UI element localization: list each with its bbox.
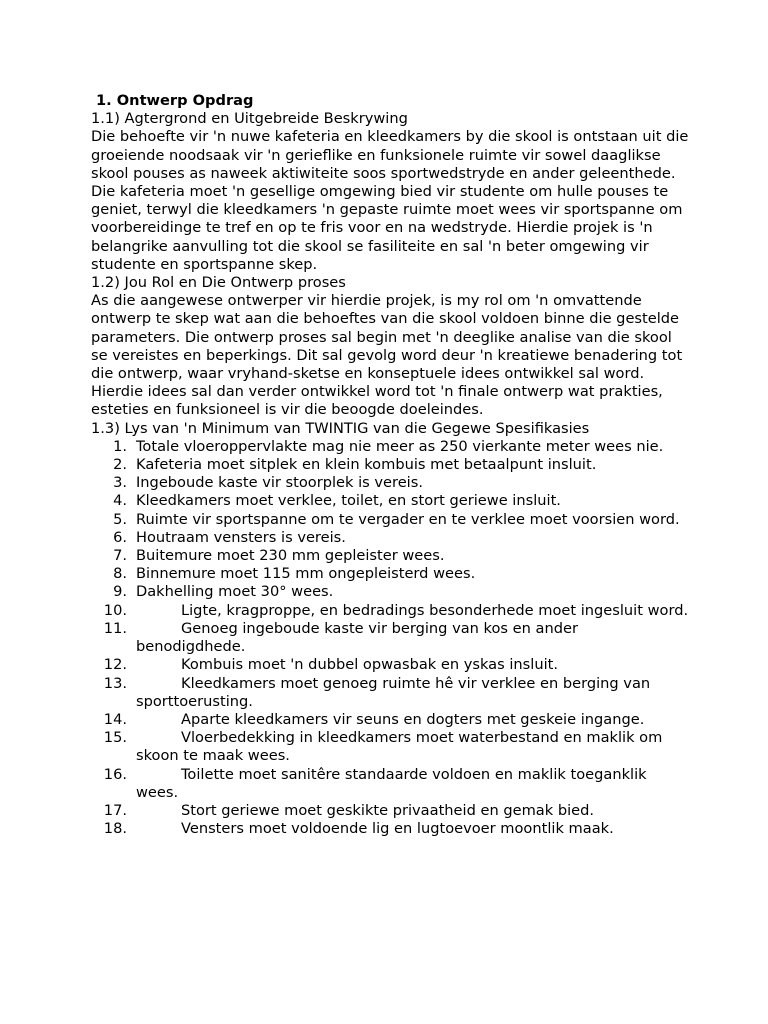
list-item: [91, 583, 691, 601]
list-item-number: 18.: [103, 820, 127, 838]
list-item-number: 17.: [103, 801, 127, 819]
list-item-number: 3.: [113, 474, 127, 492]
list-item-number: 5.: [113, 510, 127, 528]
list-item: [91, 620, 691, 656]
list-item-text: Dakhelling moet 30° wees.: [136, 583, 334, 601]
section-2-title: 1.2) Jou Rol en Die Ontwerp proses: [91, 274, 346, 292]
list-item-text: Ingeboude kaste vir stoorplek is vereis.: [136, 474, 423, 492]
list-item: [91, 565, 691, 583]
section-3-title: 1.3) Lys van 'n Minimum van TWINTIG van die Gegewe Spesifikasies: [91, 419, 590, 437]
list-item-text: Vensters moet voldoende lig en lugtoevoer moontlik maak.: [181, 820, 614, 838]
list-item-number: 13.: [103, 674, 127, 692]
list-item: [91, 766, 691, 802]
list-item: [91, 492, 691, 510]
section-2-body: As die aangewese ontwerper vir hierdie projek, is my rol om 'n omvattende ontwerp te skep wat aan die behoeftes van die skool voldoen binne die gestelde parameters. Die ontwerp proses sal begin met 'n deeglike analise van die skool se vereistes en beperkings. Dit sal gevolg word deur 'n kreatiewe benadering tot die ontwerp, waar vryhand-sketse en konseptuele idees ontwikkel sal word. Hierdie idees sal dan verder ontwikkel word tot 'n finale ontwerp wat prakties, esteties en funksioneel is vir die beoogde doeleindes.: [91, 292, 683, 419]
list-item-text: Kafeteria moet sitplek en klein kombuis met betaalpunt insluit.: [136, 456, 597, 474]
document-heading: 1. Ontwerp Opdrag: [96, 92, 254, 109]
list-item-text: Houtraam vensters is vereis.: [136, 528, 346, 546]
list-item-number: 8.: [113, 565, 127, 583]
list-item-text: Ligte, kragproppe, en bedradings besonderhede moet ingesluit word.: [181, 601, 689, 619]
section-1-title: 1.1) Agtergrond en Uitgebreide Beskrywing: [91, 110, 408, 128]
list-item: [91, 675, 691, 711]
list-item-number: 10.: [103, 601, 127, 619]
list-item: [91, 474, 691, 492]
document-page: [91, 92, 691, 838]
list-item: [91, 456, 691, 474]
list-item-number: 2.: [113, 456, 127, 474]
list-item-number: 11.: [103, 619, 127, 637]
list-item: [91, 529, 691, 547]
list-item: [91, 602, 691, 620]
specifications-list: [91, 438, 691, 838]
section-1-body: Die behoefte vir 'n nuwe kafeteria en kleedkamers by die skool is ontstaan uit die groeiende noodsaak vir 'n gerieflike en funksionele ruimte vir sowel daaglikse skool pouses as naweek aktiwiteite soos sportwedstryde en ander geleenthede. Die kafeteria moet 'n gesellige omgewing bied vir studente om hulle pouses te geniet, terwyl die kleedkamers 'n gepaste ruimte moet wees vir sportspanne om voorbereidinge te tref en op te fris voor en na wedstryde. Hierdie projek is 'n belangrike aanvulling tot die skool se fasiliteite en sal 'n beter omgewing vir studente en sportspanne skep.: [91, 128, 689, 273]
list-item-text: Buitemure moet 230 mm gepleister wees.: [136, 547, 445, 565]
list-item-text: Toilette moet sanitêre standaarde voldoen en maklik toeganklik wees.: [136, 765, 647, 801]
list-item-number: 7.: [113, 547, 127, 565]
list-item: [91, 729, 691, 765]
list-item-text: Kombuis moet 'n dubbel opwasbak en yskas insluit.: [181, 656, 558, 674]
list-item: [91, 511, 691, 529]
list-item: [91, 802, 691, 820]
list-item: [91, 711, 691, 729]
list-item-text: Kleedkamers moet genoeg ruimte hê vir verklee en berging van sporttoerusting.: [136, 674, 651, 710]
list-item-text: Ruimte vir sportspanne om te vergader en te verklee moet voorsien word.: [136, 510, 680, 528]
list-item-text: Vloerbedekking in kleedkamers moet waterbestand en maklik om skoon te maak wees.: [136, 729, 663, 765]
list-item-number: 9.: [113, 583, 127, 601]
list-item-number: 1.: [113, 437, 127, 455]
list-item-number: 4.: [113, 492, 127, 510]
list-item-text: Kleedkamers moet verklee, toilet, en stort geriewe insluit.: [136, 492, 561, 510]
list-item-text: Stort geriewe moet geskikte privaatheid en gemak bied.: [181, 801, 595, 819]
list-item-number: 16.: [103, 765, 127, 783]
list-item-text: Aparte kleedkamers vir seuns en dogters met geskeie ingange.: [181, 710, 645, 728]
list-item-number: 15.: [103, 729, 127, 747]
list-item: [91, 547, 691, 565]
list-item-number: 6.: [113, 528, 127, 546]
list-item: [91, 820, 691, 838]
list-item: [91, 438, 691, 456]
list-item-text: Totale vloeroppervlakte mag nie meer as 250 vierkante meter wees nie.: [136, 437, 664, 455]
list-item-text: Genoeg ingeboude kaste vir berging van kos en ander benodigdhede.: [136, 619, 578, 656]
list-item-text: Binnemure moet 115 mm ongepleisterd wees.: [136, 565, 476, 583]
list-item-number: 14.: [103, 710, 127, 728]
list-item: [91, 656, 691, 674]
list-item-number: 12.: [103, 656, 127, 674]
